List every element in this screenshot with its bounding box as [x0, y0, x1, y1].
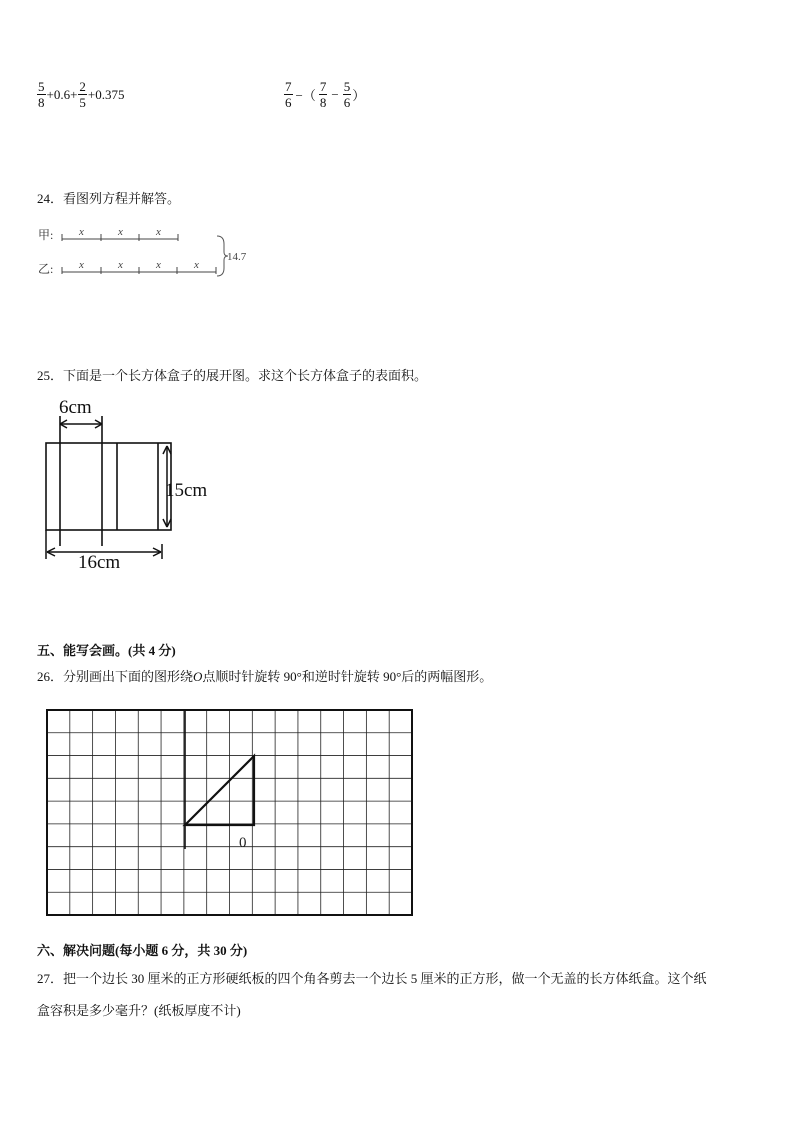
line-segment-diagram: [36, 222, 266, 284]
operator-text: +0.375: [87, 86, 125, 102]
label-x: x: [156, 259, 161, 271]
denominator: 8: [319, 95, 327, 110]
label-total: 14.7: [227, 251, 247, 263]
fraction-5-8: [37, 79, 46, 110]
point-o-italic: O: [193, 669, 203, 684]
label-yi: 乙:: [38, 262, 54, 276]
question-27-line-1: 27．把一个边长 30 厘米的正方形硬纸板的四个角各剪去一个边长 5 厘米的正方形，做一个无盖的长方体纸盒。这个纸: [37, 971, 707, 986]
fraction-2-5: [78, 79, 87, 110]
net-outline: [46, 443, 171, 530]
numerator: 7: [285, 79, 292, 94]
denominator: 6: [285, 95, 292, 110]
question-26-pre: 26．分别画出下面的图形绕: [37, 669, 194, 684]
operator-text: −: [331, 86, 339, 102]
expression-2: [284, 79, 366, 110]
label-x: x: [79, 226, 84, 238]
label-15cm: 15cm: [165, 480, 208, 501]
question-26: [37, 666, 492, 685]
label-x: x: [79, 259, 84, 271]
grid-figure: [46, 709, 414, 917]
label-x: x: [118, 259, 123, 271]
triangle-shape: [185, 756, 254, 825]
section-6-title: 六、解决问题(每小题 6 分，共 30 分): [37, 943, 248, 958]
section-5-title: 五、能写会画。(共 4 分): [37, 643, 176, 658]
fraction-5-6: [343, 79, 352, 110]
label-x: x: [156, 226, 161, 238]
label-6cm: 6cm: [59, 397, 92, 418]
question-24: 24．看图列方程并解答。: [37, 191, 181, 206]
fraction-7-6: [284, 79, 293, 110]
expression-1: [37, 79, 126, 110]
question-27-line-2: 盒容积是多少毫升？(纸板厚度不计): [37, 1003, 241, 1018]
numerator: 5: [343, 79, 351, 94]
numerator: 2: [79, 79, 86, 94]
label-x: x: [118, 226, 123, 238]
numerator: 7: [319, 79, 327, 94]
denominator: 5: [79, 95, 86, 110]
question-26-post: 点顺时针旋转 90°和逆时针旋转 90°后的两幅图形。: [202, 669, 493, 684]
fraction-7-8: [319, 79, 328, 110]
denominator: 8: [38, 95, 45, 110]
label-16cm: 16cm: [78, 552, 121, 573]
grid-lines: [47, 710, 412, 915]
operator-text: −（: [295, 88, 316, 103]
operator-text: +0.6+: [46, 86, 78, 102]
box-net-diagram: [38, 394, 228, 576]
numerator: 5: [38, 79, 45, 94]
label-x: x: [194, 259, 199, 271]
label-jia: 甲:: [38, 228, 54, 242]
denominator: 6: [343, 95, 351, 110]
operator-text: ）: [352, 88, 366, 103]
question-25: 25．下面是一个长方体盒子的展开图。求这个长方体盒子的表面积。: [37, 368, 428, 383]
point-o-label: 0: [239, 835, 247, 851]
